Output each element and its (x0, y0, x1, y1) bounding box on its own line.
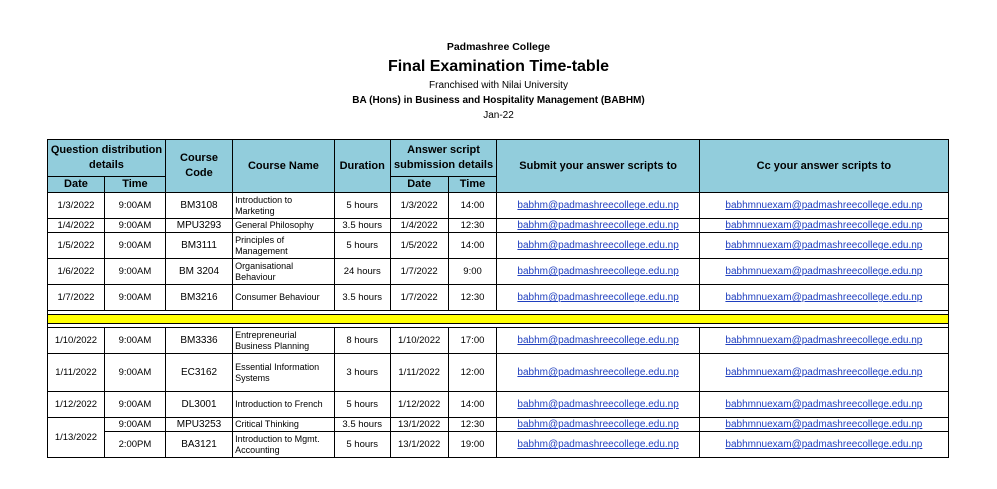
submit-time: 12:30 (448, 285, 497, 311)
cc-email-link[interactable]: babhmnuexam@padmashreecollege.edu.np (699, 219, 948, 233)
franchise-note: Franchised with Nilai University (429, 80, 568, 91)
header-row (48, 140, 949, 177)
submit-email-link[interactable]: babhm@padmashreecollege.edu.np (497, 193, 699, 219)
submit-email-link[interactable]: babhm@padmashreecollege.edu.np (497, 233, 699, 259)
page-title: Final Examination Time-table (387, 58, 610, 75)
cc-email-link[interactable]: babhmnuexam@padmashreecollege.edu.np (699, 432, 948, 458)
course-code: EC3162 (165, 354, 232, 392)
course-code: BA3121 (165, 432, 232, 458)
submit-to-header: Submit your answer scripts to (497, 140, 699, 193)
table-row (48, 193, 949, 219)
table-row (48, 432, 949, 458)
submit-time: 17:00 (448, 328, 497, 354)
answer-script-header: Answer script submission details (390, 140, 497, 177)
course-name-header: Course Name (233, 140, 335, 193)
program-name: BA (Hons) in Business and Hospitality Management (BABHM) (352, 95, 645, 106)
course-name: Introduction to Mgmt. Accounting (233, 432, 335, 458)
submit-email-link[interactable]: babhm@padmashreecollege.edu.np (497, 285, 699, 311)
cc-email-link[interactable]: babhmnuexam@padmashreecollege.edu.np (699, 259, 948, 285)
duration: 5 hours (334, 392, 390, 418)
submit-email-link[interactable]: babhm@padmashreecollege.edu.np (497, 219, 699, 233)
table-row (48, 354, 949, 392)
course-code: MPU3253 (165, 418, 232, 432)
cc-email-link[interactable]: babhmnuexam@padmashreecollege.edu.np (699, 233, 948, 259)
course-name: Principles of Management (233, 233, 335, 259)
duration: 8 hours (334, 328, 390, 354)
table-row (48, 233, 949, 259)
submit-email-link[interactable]: babhm@padmashreecollege.edu.np (497, 432, 699, 458)
exam-time: 9:00AM (104, 418, 165, 432)
cc-to-header: Cc your answer scripts to (699, 140, 948, 193)
submit-time-header: Time (448, 177, 497, 193)
table-row (48, 328, 949, 354)
course-code: DL3001 (165, 392, 232, 418)
table-row (48, 285, 949, 311)
cc-email-link[interactable]: babhmnuexam@padmashreecollege.edu.np (699, 328, 948, 354)
course-code: MPU3293 (165, 219, 232, 233)
course-code: BM3111 (165, 233, 232, 259)
exam-date: 1/12/2022 (48, 392, 105, 418)
course-name: Entrepreneurial Business Planning (233, 328, 335, 354)
exam-date: 1/7/2022 (48, 285, 105, 311)
submit-time: 14:00 (448, 233, 497, 259)
course-name: Introduction to French (233, 392, 335, 418)
table-row (48, 418, 949, 432)
course-code: BM3336 (165, 328, 232, 354)
timetable (47, 139, 949, 458)
exam-date: 1/5/2022 (48, 233, 105, 259)
submit-date: 13/1/2022 (390, 432, 448, 458)
course-name: Introduction to Marketing (233, 193, 335, 219)
question-distribution-header: Question distribution details (48, 140, 166, 177)
submit-date: 1/7/2022 (390, 285, 448, 311)
week-separator-row (48, 315, 949, 324)
duration: 3.5 hours (334, 285, 390, 311)
exam-date: 1/13/2022 (48, 418, 105, 458)
cc-email-link[interactable]: babhmnuexam@padmashreecollege.edu.np (699, 285, 948, 311)
time-header: Time (104, 177, 165, 193)
duration: 3.5 hours (334, 219, 390, 233)
submit-date: 1/11/2022 (390, 354, 448, 392)
course-code: BM3108 (165, 193, 232, 219)
exam-date: 1/4/2022 (48, 219, 105, 233)
submit-email-link[interactable]: babhm@padmashreecollege.edu.np (497, 328, 699, 354)
duration: 5 hours (334, 432, 390, 458)
course-name: Consumer Behaviour (233, 285, 335, 311)
course-name: General Philosophy (233, 219, 335, 233)
exam-date: 1/3/2022 (48, 193, 105, 219)
submit-time: 9:00 (448, 259, 497, 285)
submit-email-link[interactable]: babhm@padmashreecollege.edu.np (497, 354, 699, 392)
cc-email-link[interactable]: babhmnuexam@padmashreecollege.edu.np (699, 354, 948, 392)
table-row (48, 392, 949, 418)
course-code-header: Course Code (165, 140, 232, 193)
course-name: Organisational Behaviour (233, 259, 335, 285)
table-row (48, 219, 949, 233)
exam-time: 9:00AM (104, 354, 165, 392)
submit-date: 1/7/2022 (390, 259, 448, 285)
course-code: BM3216 (165, 285, 232, 311)
exam-time: 2:00PM (104, 432, 165, 458)
submit-date: 13/1/2022 (390, 418, 448, 432)
course-code: BM 3204 (165, 259, 232, 285)
submit-time: 12:30 (448, 219, 497, 233)
submit-date: 1/12/2022 (390, 392, 448, 418)
submit-email-link[interactable]: babhm@padmashreecollege.edu.np (497, 418, 699, 432)
cc-email-link[interactable]: babhmnuexam@padmashreecollege.edu.np (699, 418, 948, 432)
session-label: Jan-22 (483, 110, 514, 121)
duration-header: Duration (334, 140, 390, 193)
course-name: Essential Information Systems (233, 354, 335, 392)
duration: 5 hours (334, 233, 390, 259)
submit-date: 1/5/2022 (390, 233, 448, 259)
cc-email-link[interactable]: babhmnuexam@padmashreecollege.edu.np (699, 392, 948, 418)
exam-time: 9:00AM (104, 219, 165, 233)
submit-date: 1/4/2022 (390, 219, 448, 233)
submit-time: 14:00 (448, 392, 497, 418)
cc-email-link[interactable]: babhmnuexam@padmashreecollege.edu.np (699, 193, 948, 219)
exam-time: 9:00AM (104, 193, 165, 219)
exam-time: 9:00AM (104, 392, 165, 418)
exam-date: 1/10/2022 (48, 328, 105, 354)
exam-date: 1/11/2022 (48, 354, 105, 392)
table-row (48, 259, 949, 285)
exam-time: 9:00AM (104, 285, 165, 311)
exam-time: 9:00AM (104, 328, 165, 354)
submit-time: 12:30 (448, 418, 497, 432)
submit-time: 19:00 (448, 432, 497, 458)
submit-email-link[interactable]: babhm@padmashreecollege.edu.np (497, 259, 699, 285)
submit-email-link[interactable]: babhm@padmashreecollege.edu.np (497, 392, 699, 418)
submit-date: 1/10/2022 (390, 328, 448, 354)
duration: 24 hours (334, 259, 390, 285)
college-name: Padmashree College (446, 41, 551, 53)
exam-time: 9:00AM (104, 259, 165, 285)
duration: 3.5 hours (334, 418, 390, 432)
date-header: Date (48, 177, 105, 193)
submit-date-header: Date (390, 177, 448, 193)
duration: 5 hours (334, 193, 390, 219)
submit-time: 14:00 (448, 193, 497, 219)
exam-date: 1/6/2022 (48, 259, 105, 285)
course-name: Critical Thinking (233, 418, 335, 432)
submit-time: 12:00 (448, 354, 497, 392)
duration: 3 hours (334, 354, 390, 392)
submit-date: 1/3/2022 (390, 193, 448, 219)
exam-time: 9:00AM (104, 233, 165, 259)
